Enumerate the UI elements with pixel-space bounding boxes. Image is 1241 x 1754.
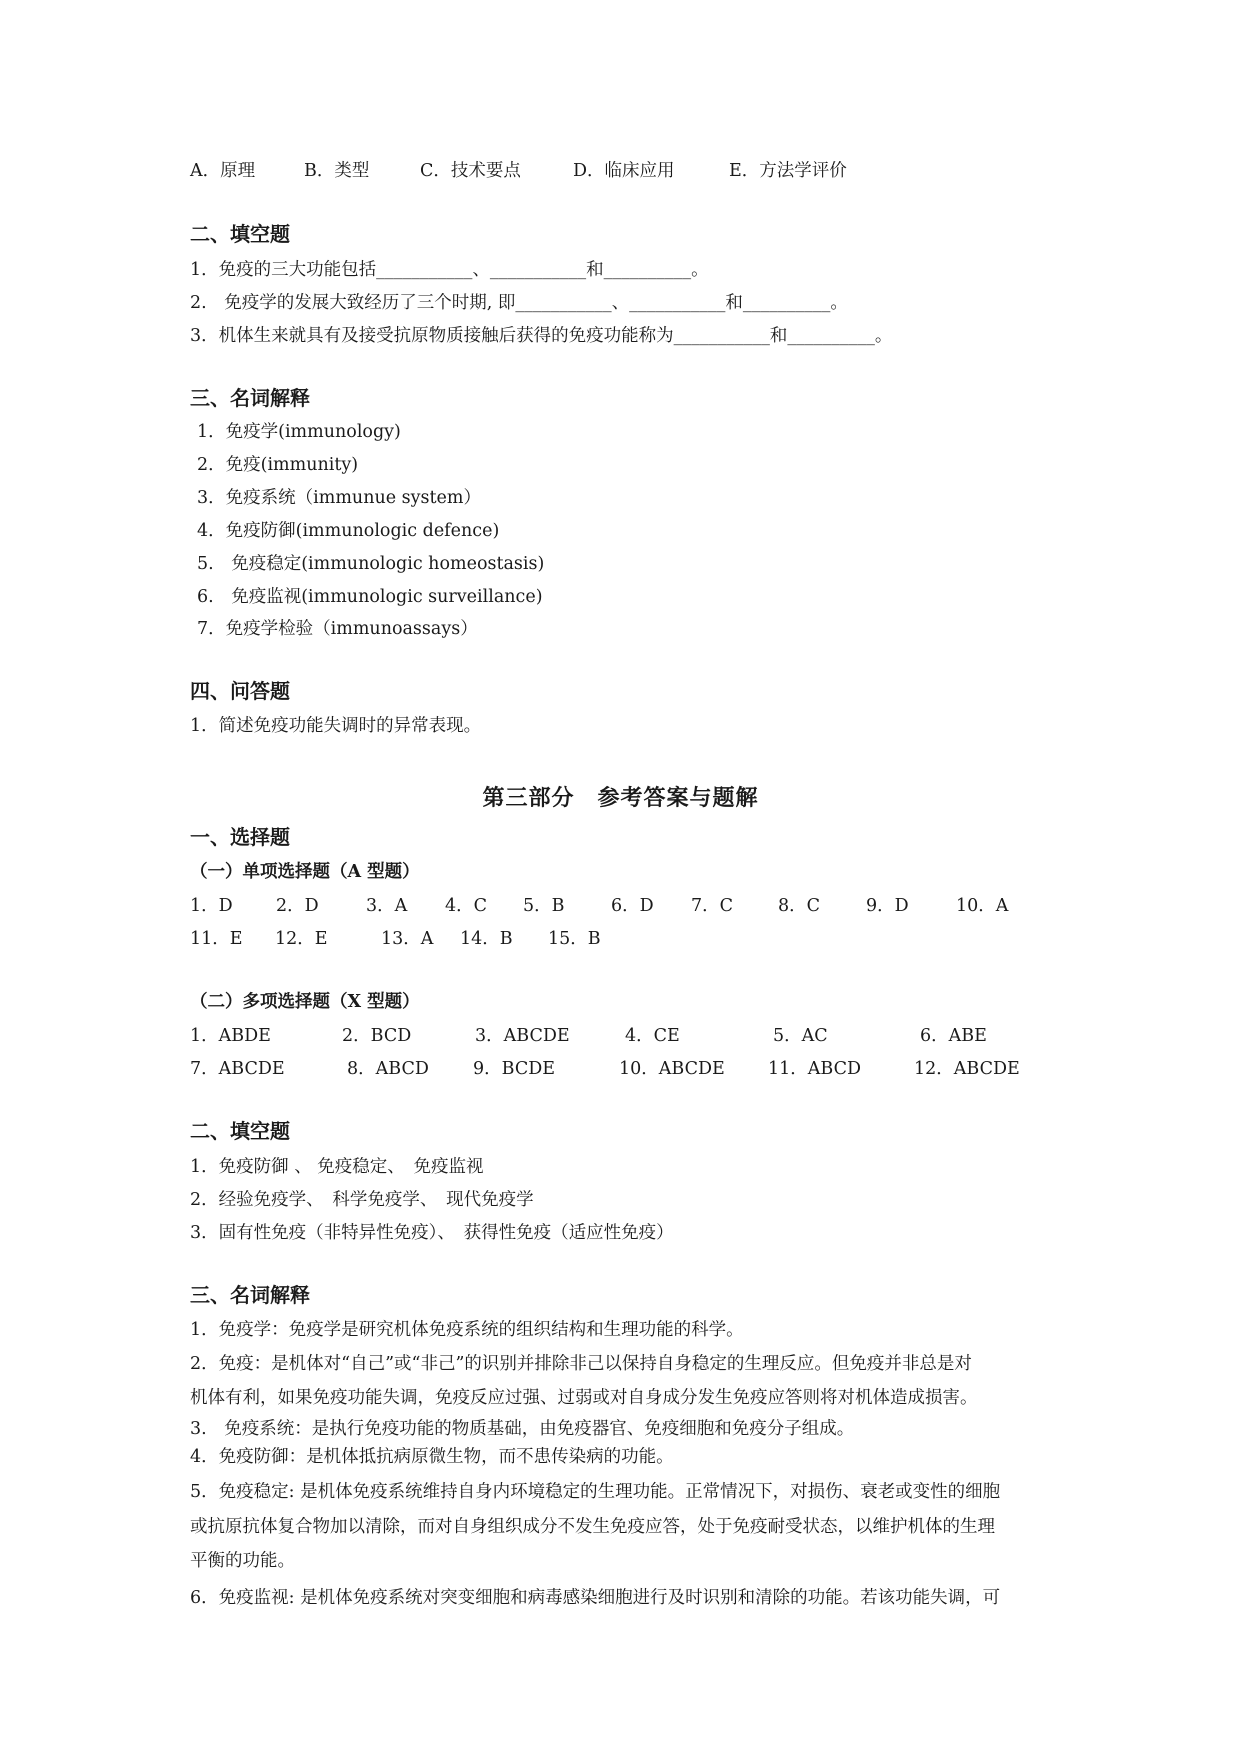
fill-blank-question: 3．机体生来就具有及接受抗原物质接触后获得的免疫功能称为___________和__________。 <box>190 326 893 346</box>
answer-item: 11．E <box>190 929 243 949</box>
term-item: 5. 免疫稳定(immunologic homeostasis) <box>197 554 545 574</box>
answer-term-line: 或抗原抗体复合物加以清除，而对自身组织成分不发生免疫应答，处于免疫耐受状态，以维护机体的生理 <box>190 1517 995 1537</box>
answer-item: 9．D <box>866 896 909 916</box>
subsection-heading-single: （一）单项选择题（A 型题） <box>190 862 420 882</box>
answer-item: 8．C <box>778 896 821 916</box>
answer-item: 1．ABDE <box>190 1026 271 1046</box>
answer-item: 7．ABCDE <box>190 1059 285 1079</box>
answer-item: 5．AC <box>773 1026 828 1046</box>
answer-item: 10．A <box>956 896 1009 916</box>
answer-item: 15．B <box>548 929 601 949</box>
answer-item: 8．ABCD <box>347 1059 429 1079</box>
answer-item: 6．ABE <box>920 1026 987 1046</box>
term-item: 4．免疫防御(immunologic defence) <box>197 521 500 541</box>
answer-term-line: 2．免疫：是机体对“自己”或“非己”的识别并排除非己以保持自身稳定的生理反应。但免疫并非总是对 <box>190 1354 972 1374</box>
answer-item: 11．ABCD <box>768 1059 862 1079</box>
answer-item: 7．C <box>691 896 734 916</box>
answer-term-line: 平衡的功能。 <box>190 1551 295 1571</box>
term-item: 7．免疫学检验（immunoassays） <box>197 619 478 639</box>
answer-item: 13．A <box>381 929 434 949</box>
single-answers-row-2 <box>0 928 1241 950</box>
answer-term-line: 1．免疫学：免疫学是研究机体免疫系统的组织结构和生理功能的科学。 <box>190 1320 744 1340</box>
term-item: 1．免疫学(immunology) <box>197 422 401 442</box>
qa-question: 1．简述免疫功能失调时的异常表现。 <box>190 716 482 736</box>
answer-term-line: 4．免疫防御：是机体抵抗病原微生物，而不患传染病的功能。 <box>190 1447 674 1467</box>
section-heading-answer-terms: 三、名词解释 <box>190 1283 310 1307</box>
fill-blank-question: 2. 免疫学的发展大致经历了三个时期, 即___________、___________和__________。 <box>190 293 848 313</box>
answer-term-line: 3. 免疫系统：是执行免疫功能的物质基础，由免疫器官、免疫细胞和免疫分子组成。 <box>190 1419 855 1439</box>
option-d: D．临床应用 <box>573 161 675 181</box>
answer-item: 6．D <box>611 896 654 916</box>
option-c: C．技术要点 <box>420 161 521 181</box>
answer-item: 5．B <box>523 896 565 916</box>
answer-term-line: 6．免疫监视: 是机体免疫系统对突变细胞和病毒感染细胞进行及时识别和清除的功能。若该功能失调，可 <box>190 1588 1001 1608</box>
answer-item: 14．B <box>460 929 513 949</box>
subsection-heading-multi: （二）多项选择题（X 型题） <box>190 992 420 1012</box>
answer-item: 4．CE <box>625 1026 680 1046</box>
answer-item: 10．ABCDE <box>619 1059 725 1079</box>
term-item: 3．免疫系统（immunue system） <box>197 488 481 508</box>
section-heading-terms: 三、名词解释 <box>190 386 310 410</box>
answer-item: 9．BCDE <box>473 1059 556 1079</box>
fill-blank-question: 1．免疫的三大功能包括___________、___________和__________。 <box>190 260 709 280</box>
answer-item: 2．BCD <box>342 1026 412 1046</box>
answer-item: 2．D <box>276 896 319 916</box>
answer-item: 12．ABCDE <box>914 1059 1020 1079</box>
answer-fill-item: 3．固有性免疫（非特异性免疫）、 获得性免疫（适应性免疫） <box>190 1223 674 1243</box>
answer-item: 1．D <box>190 896 233 916</box>
multi-answers-row-2 <box>0 1058 1241 1080</box>
option-b: B．类型 <box>304 161 370 181</box>
part-title: 第三部分 参考答案与题解 <box>482 786 759 811</box>
multi-answers-row-1 <box>0 1025 1241 1047</box>
option-e: E．方法学评价 <box>729 161 847 181</box>
single-answers-row-1 <box>0 895 1241 917</box>
answer-fill-item: 2．经验免疫学、 科学免疫学、 现代免疫学 <box>190 1190 534 1210</box>
section-heading-answer-fill: 二、填空题 <box>190 1119 290 1143</box>
section-heading-choice: 一、选择题 <box>190 825 290 849</box>
section-heading-fill-blank: 二、填空题 <box>190 222 290 246</box>
term-item: 2．免疫(immunity) <box>197 455 359 475</box>
answer-fill-item: 1．免疫防御 、 免疫稳定、 免疫监视 <box>190 1157 484 1177</box>
answer-term-line: 5．免疫稳定: 是机体免疫系统维持自身内环境稳定的生理功能。正常情况下，对损伤、衰老或变性的细胞 <box>190 1482 1001 1502</box>
answer-options-row <box>0 160 1241 182</box>
option-a: A．原理 <box>190 161 256 181</box>
answer-item: 3．A <box>366 896 408 916</box>
answer-item: 3．ABCDE <box>475 1026 570 1046</box>
answer-term-line: 机体有利，如果免疫功能失调，免疫反应过强、过弱或对自身成分发生免疫应答则将对机体造成损害。 <box>190 1388 978 1408</box>
section-heading-qa: 四、问答题 <box>190 679 290 703</box>
answer-item: 12．E <box>275 929 328 949</box>
answer-item: 4．C <box>445 896 488 916</box>
term-item: 6. 免疫监视(immunologic surveillance) <box>197 587 543 607</box>
